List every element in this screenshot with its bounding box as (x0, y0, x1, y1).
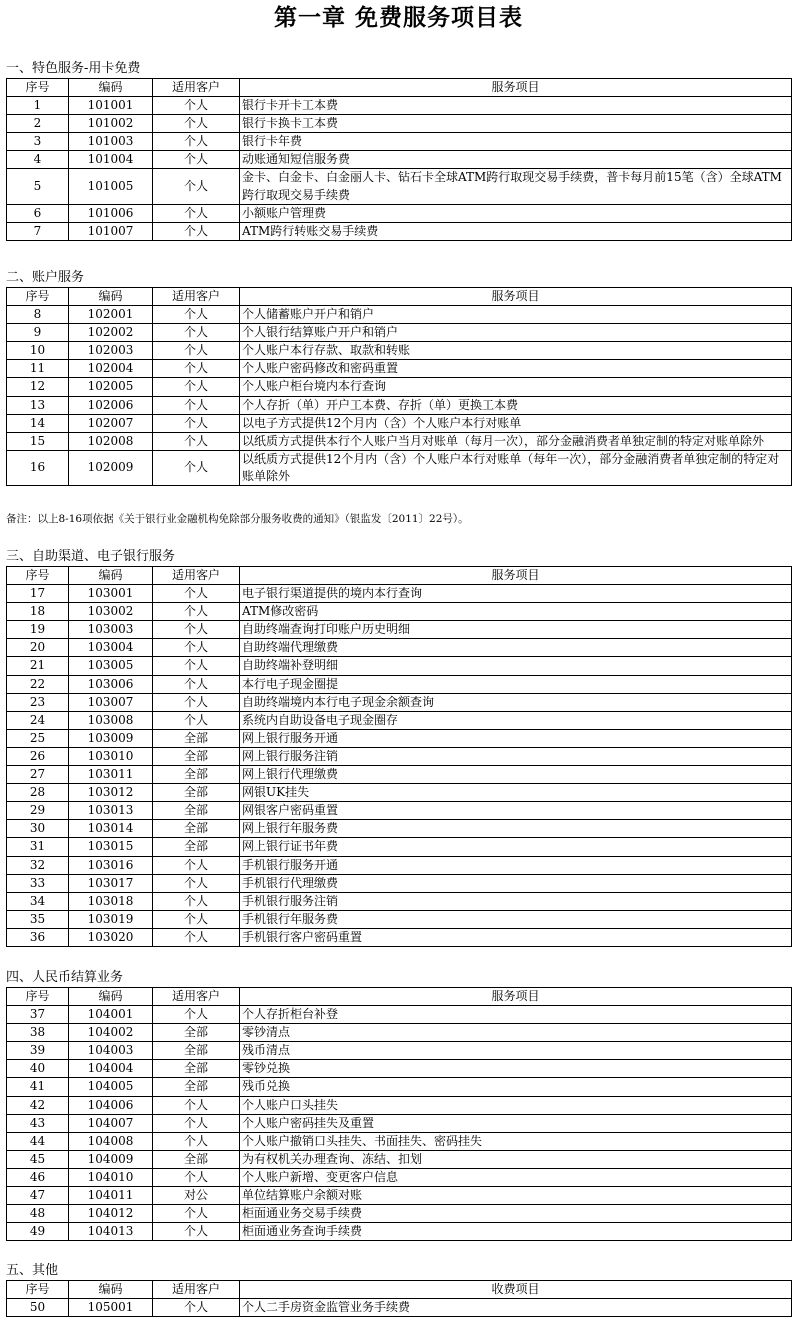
self-service-ebanking-table (6, 566, 792, 947)
row-seq: 6 (7, 204, 69, 222)
header-code: 编码 (69, 79, 153, 97)
row-customer: 个人 (153, 1299, 240, 1317)
row-customer: 个人 (153, 693, 240, 711)
row-seq: 28 (7, 784, 69, 802)
row-seq: 40 (7, 1060, 69, 1078)
row-code: 102006 (69, 396, 153, 414)
table-row (7, 360, 792, 378)
other-services-table (6, 1280, 792, 1317)
table-row (7, 378, 792, 396)
row-seq: 42 (7, 1096, 69, 1114)
row-seq: 35 (7, 910, 69, 928)
table-header-row (7, 988, 792, 1006)
row-item: 手机银行服务开通 (240, 856, 792, 874)
row-customer: 全部 (153, 747, 240, 765)
table-row (7, 1223, 792, 1241)
row-customer: 个人 (153, 856, 240, 874)
row-code: 103007 (69, 693, 153, 711)
row-seq: 36 (7, 928, 69, 946)
row-seq: 32 (7, 856, 69, 874)
table-row (7, 928, 792, 946)
row-item: 个人二手房资金监管业务手续费 (240, 1299, 792, 1317)
row-code: 103018 (69, 892, 153, 910)
row-code: 103014 (69, 820, 153, 838)
row-code: 101004 (69, 151, 153, 169)
row-customer: 个人 (153, 151, 240, 169)
row-code: 103004 (69, 639, 153, 657)
row-customer: 个人 (153, 432, 240, 450)
row-seq: 18 (7, 603, 69, 621)
row-code: 102001 (69, 306, 153, 324)
row-seq: 45 (7, 1150, 69, 1168)
table-row (7, 97, 792, 115)
row-seq: 22 (7, 675, 69, 693)
table-row (7, 1187, 792, 1205)
row-code: 103006 (69, 675, 153, 693)
row-item: 个人存折（单）开户工本费、存折（单）更换工本费 (240, 396, 792, 414)
table-row (7, 342, 792, 360)
row-item: 网上银行服务开通 (240, 729, 792, 747)
table-row (7, 910, 792, 928)
row-seq: 47 (7, 1187, 69, 1205)
row-customer: 个人 (153, 1096, 240, 1114)
row-code: 104002 (69, 1024, 153, 1042)
row-customer: 个人 (153, 639, 240, 657)
row-code: 101006 (69, 204, 153, 222)
row-item: ATM修改密码 (240, 603, 792, 621)
row-item: ATM跨行转账交易手续费 (240, 222, 792, 240)
table-row (7, 151, 792, 169)
row-item: 柜面通业务查询手续费 (240, 1223, 792, 1241)
row-seq: 1 (7, 97, 69, 115)
row-seq: 34 (7, 892, 69, 910)
table-row (7, 306, 792, 324)
row-customer: 全部 (153, 820, 240, 838)
row-code: 105001 (69, 1299, 153, 1317)
row-customer: 全部 (153, 766, 240, 784)
table-row (7, 115, 792, 133)
row-seq: 9 (7, 324, 69, 342)
table-row (7, 657, 792, 675)
row-seq: 20 (7, 639, 69, 657)
row-seq: 5 (7, 169, 69, 204)
row-code: 103020 (69, 928, 153, 946)
row-item: 自助终端查询打印账户历史明细 (240, 621, 792, 639)
row-item: 个人账户柜台境内本行查询 (240, 378, 792, 396)
row-item: 网银客户密码重置 (240, 802, 792, 820)
table-row (7, 1150, 792, 1168)
row-code: 104008 (69, 1132, 153, 1150)
header-customer: 适用客户 (153, 1281, 240, 1299)
row-item: 手机银行代理缴费 (240, 874, 792, 892)
row-customer: 个人 (153, 450, 240, 485)
row-seq: 4 (7, 151, 69, 169)
row-seq: 17 (7, 585, 69, 603)
row-customer: 个人 (153, 585, 240, 603)
table-row (7, 693, 792, 711)
row-code: 104011 (69, 1187, 153, 1205)
row-seq: 24 (7, 711, 69, 729)
row-item: 个人银行结算账户开户和销户 (240, 324, 792, 342)
row-item: 个人账户密码修改和密码重置 (240, 360, 792, 378)
row-seq: 8 (7, 306, 69, 324)
row-seq: 16 (7, 450, 69, 485)
row-code: 103017 (69, 874, 153, 892)
row-item: 银行卡换卡工本费 (240, 115, 792, 133)
table-row (7, 1168, 792, 1186)
table-header-row (7, 288, 792, 306)
row-code: 103003 (69, 621, 153, 639)
row-customer: 个人 (153, 711, 240, 729)
row-code: 103002 (69, 603, 153, 621)
row-code: 103009 (69, 729, 153, 747)
account-services-table (6, 287, 792, 486)
table-row (7, 204, 792, 222)
row-code: 101007 (69, 222, 153, 240)
row-item: 以纸质方式提供本行个人账户当月对账单（每月一次），部分金融消费者单独定制的特定对账单除外 (240, 432, 792, 450)
row-code: 102003 (69, 342, 153, 360)
header-item: 收费项目 (240, 1281, 792, 1299)
table-header-row (7, 1281, 792, 1299)
header-code: 编码 (69, 567, 153, 585)
table-row (7, 784, 792, 802)
section-heading-rmb-settlement: 四、人民币结算业务 (6, 970, 124, 985)
row-item: 网上银行证书年费 (240, 838, 792, 856)
header-customer: 适用客户 (153, 79, 240, 97)
row-item: 单位结算账户余额对账 (240, 1187, 792, 1205)
row-item: 网银UK挂失 (240, 784, 792, 802)
row-code: 102002 (69, 324, 153, 342)
row-customer: 个人 (153, 892, 240, 910)
row-seq: 12 (7, 378, 69, 396)
row-seq: 38 (7, 1024, 69, 1042)
row-code: 103019 (69, 910, 153, 928)
table-row (7, 711, 792, 729)
row-item: 零钞清点 (240, 1024, 792, 1042)
row-customer: 个人 (153, 928, 240, 946)
section-heading-other: 五、其他 (6, 1263, 59, 1278)
row-seq: 46 (7, 1168, 69, 1186)
header-seq: 序号 (7, 288, 69, 306)
row-customer: 个人 (153, 657, 240, 675)
row-item: 个人账户新增、变更客户信息 (240, 1168, 792, 1186)
row-code: 104001 (69, 1006, 153, 1024)
row-customer: 全部 (153, 1078, 240, 1096)
row-customer: 个人 (153, 414, 240, 432)
header-seq: 序号 (7, 567, 69, 585)
row-code: 104012 (69, 1205, 153, 1223)
section-heading-self-service-ebanking: 三、自助渠道、电子银行服务 (6, 549, 176, 564)
row-customer: 个人 (153, 324, 240, 342)
row-code: 101002 (69, 115, 153, 133)
table-row (7, 133, 792, 151)
row-customer: 个人 (153, 306, 240, 324)
row-customer: 个人 (153, 1132, 240, 1150)
table-row (7, 169, 792, 204)
row-customer: 个人 (153, 874, 240, 892)
row-customer: 个人 (153, 675, 240, 693)
row-customer: 个人 (153, 910, 240, 928)
table-row (7, 874, 792, 892)
row-code: 101001 (69, 97, 153, 115)
row-customer: 个人 (153, 1114, 240, 1132)
table-row (7, 603, 792, 621)
row-code: 104013 (69, 1223, 153, 1241)
row-item: 个人账户密码挂失及重置 (240, 1114, 792, 1132)
row-customer: 全部 (153, 1024, 240, 1042)
row-code: 102005 (69, 378, 153, 396)
row-item: 网上银行服务注销 (240, 747, 792, 765)
row-customer: 个人 (153, 97, 240, 115)
row-code: 102004 (69, 360, 153, 378)
row-seq: 23 (7, 693, 69, 711)
section-heading-featured-services: 一、特色服务-用卡免费 (6, 61, 141, 76)
row-item: 金卡、白金卡、白金丽人卡、钻石卡全球ATM跨行取现交易手续费，普卡每月前15笔（含）全球ATM跨行取现交易手续费 (240, 169, 792, 204)
table-row (7, 621, 792, 639)
row-code: 104004 (69, 1060, 153, 1078)
row-code: 103015 (69, 838, 153, 856)
row-item: 银行卡年费 (240, 133, 792, 151)
row-code: 103012 (69, 784, 153, 802)
row-seq: 11 (7, 360, 69, 378)
table-row (7, 675, 792, 693)
row-code: 103016 (69, 856, 153, 874)
row-customer: 个人 (153, 169, 240, 204)
header-seq: 序号 (7, 79, 69, 97)
row-code: 103010 (69, 747, 153, 765)
row-seq: 33 (7, 874, 69, 892)
header-item: 服务项目 (240, 288, 792, 306)
row-customer: 全部 (153, 729, 240, 747)
page-title: 第一章 免费服务项目表 (273, 5, 523, 31)
table-row (7, 414, 792, 432)
featured-services-table (6, 78, 792, 241)
row-customer: 个人 (153, 1006, 240, 1024)
account-services-note: 备注：以上8-16项依据《关于银行业金融机构免除部分服务收费的通知》（银监发〔2011〕22号）。 (6, 513, 469, 525)
row-customer: 全部 (153, 802, 240, 820)
row-code: 103001 (69, 585, 153, 603)
row-code: 104006 (69, 1096, 153, 1114)
table-row (7, 585, 792, 603)
table-row (7, 802, 792, 820)
row-item: 自助终端补登明细 (240, 657, 792, 675)
row-code: 103013 (69, 802, 153, 820)
row-item: 自助终端代理缴费 (240, 639, 792, 657)
row-item: 动账通知短信服务费 (240, 151, 792, 169)
row-item: 为有权机关办理查询、冻结、扣划 (240, 1150, 792, 1168)
table-row (7, 1024, 792, 1042)
row-customer: 全部 (153, 1060, 240, 1078)
row-seq: 14 (7, 414, 69, 432)
row-item: 个人存折柜台补登 (240, 1006, 792, 1024)
table-row (7, 324, 792, 342)
row-customer: 个人 (153, 396, 240, 414)
table-row (7, 1299, 792, 1317)
row-customer: 全部 (153, 784, 240, 802)
header-code: 编码 (69, 1281, 153, 1299)
row-seq: 48 (7, 1205, 69, 1223)
header-item: 服务项目 (240, 79, 792, 97)
row-code: 104003 (69, 1042, 153, 1060)
header-item: 服务项目 (240, 988, 792, 1006)
table-row (7, 1078, 792, 1096)
row-item: 银行卡开卡工本费 (240, 97, 792, 115)
row-item: 系统内自助设备电子现金圈存 (240, 711, 792, 729)
row-customer: 个人 (153, 621, 240, 639)
table-row (7, 450, 792, 485)
row-code: 104010 (69, 1168, 153, 1186)
table-row (7, 1132, 792, 1150)
table-row (7, 856, 792, 874)
row-code: 102009 (69, 450, 153, 485)
row-customer: 个人 (153, 603, 240, 621)
header-seq: 序号 (7, 1281, 69, 1299)
row-code: 101005 (69, 169, 153, 204)
table-row (7, 747, 792, 765)
row-seq: 41 (7, 1078, 69, 1096)
header-customer: 适用客户 (153, 288, 240, 306)
row-item: 电子银行渠道提供的境内本行查询 (240, 585, 792, 603)
header-seq: 序号 (7, 988, 69, 1006)
row-item: 柜面通业务交易手续费 (240, 1205, 792, 1223)
row-seq: 15 (7, 432, 69, 450)
table-row (7, 432, 792, 450)
row-seq: 7 (7, 222, 69, 240)
table-row (7, 1006, 792, 1024)
row-item: 零钞兑换 (240, 1060, 792, 1078)
table-header-row (7, 79, 792, 97)
row-item: 残币清点 (240, 1042, 792, 1060)
row-customer: 个人 (153, 222, 240, 240)
table-row (7, 729, 792, 747)
row-seq: 29 (7, 802, 69, 820)
row-customer: 全部 (153, 838, 240, 856)
table-row (7, 639, 792, 657)
section-heading-account-services: 二、账户服务 (6, 270, 85, 285)
row-customer: 个人 (153, 342, 240, 360)
row-seq: 50 (7, 1299, 69, 1317)
row-item: 个人储蓄账户开户和销户 (240, 306, 792, 324)
row-item: 个人账户撤销口头挂失、书面挂失、密码挂失 (240, 1132, 792, 1150)
row-customer: 全部 (153, 1042, 240, 1060)
row-customer: 对公 (153, 1187, 240, 1205)
table-row (7, 1114, 792, 1132)
row-customer: 个人 (153, 1205, 240, 1223)
row-code: 104009 (69, 1150, 153, 1168)
header-item: 服务项目 (240, 567, 792, 585)
row-customer: 全部 (153, 1150, 240, 1168)
row-seq: 21 (7, 657, 69, 675)
header-customer: 适用客户 (153, 567, 240, 585)
row-item: 个人账户本行存款、取款和转账 (240, 342, 792, 360)
row-item: 以电子方式提供12个月内（含）个人账户本行对账单 (240, 414, 792, 432)
row-seq: 26 (7, 747, 69, 765)
row-code: 103008 (69, 711, 153, 729)
row-item: 残币兑换 (240, 1078, 792, 1096)
row-item: 自助终端境内本行电子现金余额查询 (240, 693, 792, 711)
row-seq: 2 (7, 115, 69, 133)
header-code: 编码 (69, 988, 153, 1006)
row-customer: 个人 (153, 115, 240, 133)
row-code: 103005 (69, 657, 153, 675)
row-seq: 3 (7, 133, 69, 151)
row-item: 以纸质方式提供12个月内（含）个人账户本行对账单（每年一次），部分金融消费者单独定制的特定对账单除外 (240, 450, 792, 485)
header-customer: 适用客户 (153, 988, 240, 1006)
row-seq: 31 (7, 838, 69, 856)
row-code: 102008 (69, 432, 153, 450)
row-code: 101003 (69, 133, 153, 151)
row-customer: 个人 (153, 1168, 240, 1186)
row-seq: 30 (7, 820, 69, 838)
table-row (7, 838, 792, 856)
table-row (7, 766, 792, 784)
table-row (7, 1042, 792, 1060)
row-code: 104007 (69, 1114, 153, 1132)
row-code: 103011 (69, 766, 153, 784)
row-seq: 13 (7, 396, 69, 414)
row-item: 个人账户口头挂失 (240, 1096, 792, 1114)
table-row (7, 1060, 792, 1078)
row-item: 网上银行年服务费 (240, 820, 792, 838)
row-seq: 10 (7, 342, 69, 360)
table-row (7, 1205, 792, 1223)
row-customer: 个人 (153, 378, 240, 396)
row-seq: 39 (7, 1042, 69, 1060)
row-customer: 个人 (153, 1223, 240, 1241)
header-code: 编码 (69, 288, 153, 306)
row-item: 小额账户管理费 (240, 204, 792, 222)
row-customer: 个人 (153, 204, 240, 222)
row-customer: 个人 (153, 133, 240, 151)
table-row (7, 820, 792, 838)
row-seq: 44 (7, 1132, 69, 1150)
row-seq: 25 (7, 729, 69, 747)
rmb-settlement-table (6, 987, 792, 1241)
row-item: 网上银行代理缴费 (240, 766, 792, 784)
row-item: 本行电子现金圈提 (240, 675, 792, 693)
table-row (7, 1096, 792, 1114)
row-item: 手机银行年服务费 (240, 910, 792, 928)
table-header-row (7, 567, 792, 585)
row-code: 104005 (69, 1078, 153, 1096)
row-seq: 43 (7, 1114, 69, 1132)
table-row (7, 396, 792, 414)
row-item: 手机银行客户密码重置 (240, 928, 792, 946)
row-seq: 19 (7, 621, 69, 639)
table-row (7, 892, 792, 910)
row-seq: 49 (7, 1223, 69, 1241)
row-code: 102007 (69, 414, 153, 432)
row-item: 手机银行服务注销 (240, 892, 792, 910)
row-customer: 个人 (153, 360, 240, 378)
row-seq: 37 (7, 1006, 69, 1024)
row-seq: 27 (7, 766, 69, 784)
table-row (7, 222, 792, 240)
